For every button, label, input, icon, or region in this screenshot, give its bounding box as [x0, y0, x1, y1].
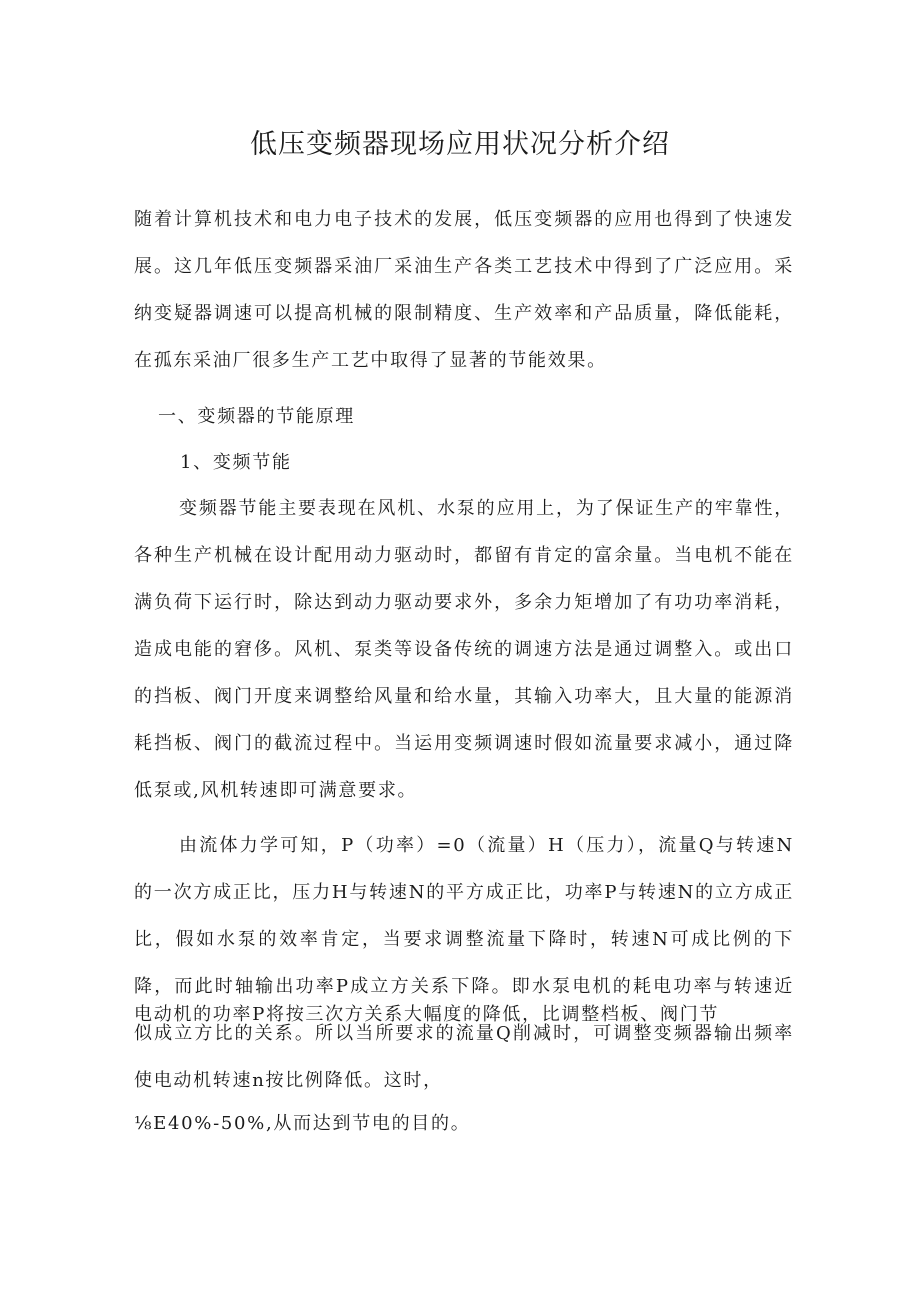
document-title: 低压变频器现场应用状况分析介绍 — [250, 129, 670, 160]
fluid-mechanics-paragraph: 由流体力学可知，P（功率）=0（流量）H（压力），流量Q与转速N的一次方成正比，压力H与转速N的平方成正比，功率P与转速N的立方成正比，假如水泵的效率肯定，当要求调整流量下降时，转速N可成比例的下降，而此时轴输出功率P成立方关系下降。即水泵电机的耗电功率与转速近似成立方比的关系。所以当所要求的流量Q削减时，可调整变频器输出频率使电动机转速n按比例降低。这时， — [134, 835, 794, 1091]
conclusion-line: ⅛E40%-50%,从而达到节电的目的。 — [134, 1113, 471, 1134]
intro-paragraph: 随着计算机技术和电力电子技术的发展，低压变频器的应用也得到了快速发展。这几年低压变频器采油厂采油生产各类工艺技术中得到了广泛应用。采纳变疑器调速可以提高机械的限制精度、生产效率和产品质量，降低能耗，在孤东采油厂很多生产工艺中取得了显著的节能效果。 — [134, 209, 794, 371]
section-heading-energy-principle: 一、变频器的节能原理 — [158, 406, 355, 427]
subsection-heading-frequency-saving: 1、变频节能 — [180, 452, 292, 473]
fluid-mechanics-paragraph-continued: 电动机的功率P将按三次方关系大幅度的降低，比调整档板、阀门节 — [134, 1004, 720, 1025]
energy-saving-paragraph: 变频器节能主要表现在风机、水泵的应用上，为了保证生产的牢靠性，各种生产机械在设计配用动力驱动时，都留有肯定的富余量。当电机不能在满负荷下运行时，除达到动力驱动要求外，多余力矩增加了有功功率消耗，造成电能的窘侈。风机、泵类等设备传统的调速方法是通过调整入。或出口的挡板、阀门开度来调整给风量和给水量，其输入功率大，且大量的能源消耗挡板、阀门的截流过程中。当运用变频调速时假如流量要求减小，通过降低泵或,风机转速即可满意要求。 — [134, 498, 794, 801]
